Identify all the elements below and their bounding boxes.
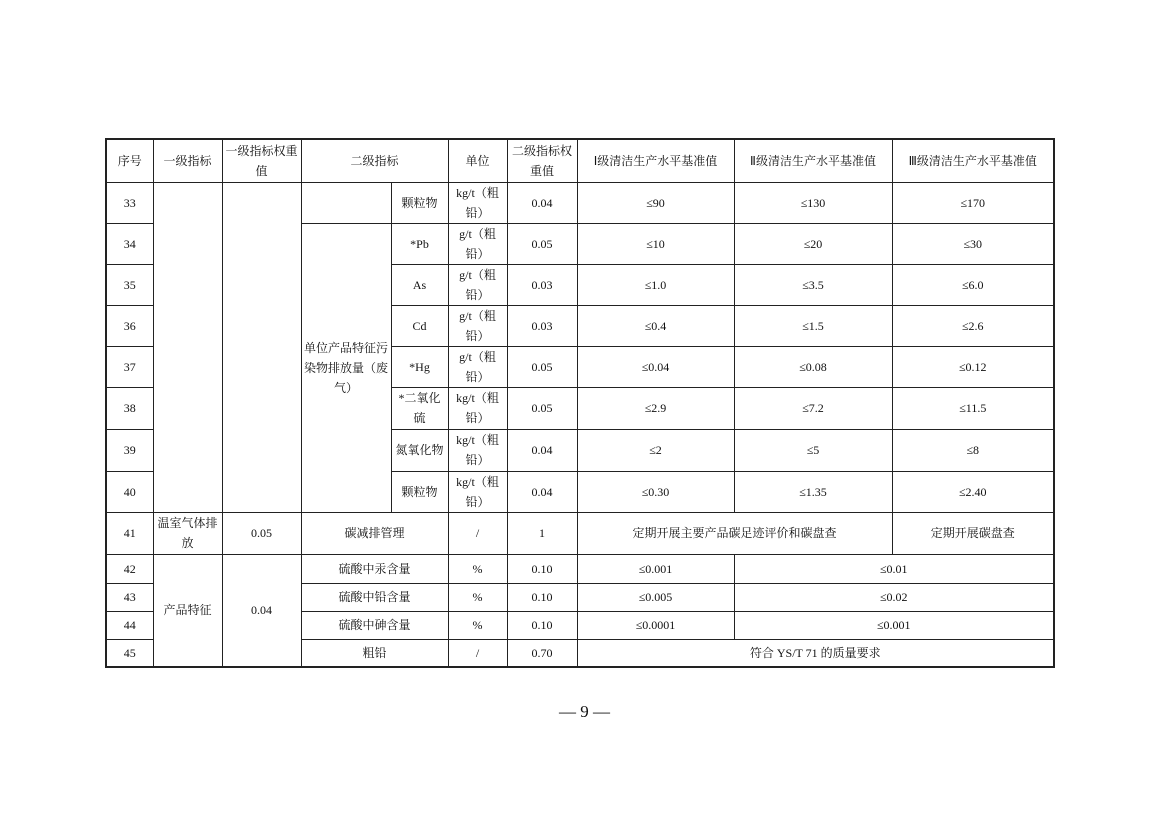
unit-cell: kg/t（粗铅）: [448, 471, 507, 512]
grade1-cell: ≤0.005: [577, 583, 734, 611]
grade2-cell: ≤3.5: [734, 264, 892, 305]
level2-weight-cell: 0.04: [507, 429, 577, 471]
grade2-cell: ≤5: [734, 429, 892, 471]
seq-cell: 38: [106, 387, 153, 429]
unit-cell: g/t（粗铅）: [448, 346, 507, 387]
level2-group-cell: [301, 182, 391, 223]
seq-cell: 39: [106, 429, 153, 471]
seq-cell: 45: [106, 639, 153, 667]
grade3-cell: ≤8: [892, 429, 1054, 471]
level1-weight-cell: 0.05: [222, 512, 301, 554]
grade1-cell: ≤0.001: [577, 554, 734, 583]
unit-cell: %: [448, 583, 507, 611]
level2-item-cell: 氮氧化物: [391, 429, 448, 471]
header-level2-weight: 二级指标权重值: [507, 139, 577, 182]
grade3-cell: 定期开展碳盘查: [892, 512, 1054, 554]
grade3-cell: ≤11.5: [892, 387, 1054, 429]
level2-item-cell: As: [391, 264, 448, 305]
header-seq: 序号: [106, 139, 153, 182]
level1-cell: [153, 182, 222, 512]
grade-cell: 符合 YS/T 71 的质量要求: [577, 639, 1054, 667]
grade3-cell: ≤2.6: [892, 305, 1054, 346]
level1-weight-cell: [222, 182, 301, 512]
seq-cell: 40: [106, 471, 153, 512]
level1-weight-cell: 0.04: [222, 554, 301, 667]
level2-item-cell: *Pb: [391, 223, 448, 264]
unit-cell: kg/t（粗铅）: [448, 429, 507, 471]
level2-item-cell: 颗粒物: [391, 182, 448, 223]
grade2-cell: ≤130: [734, 182, 892, 223]
header-level1-weight: 一级指标权重值: [222, 139, 301, 182]
level2-weight-cell: 0.03: [507, 264, 577, 305]
level2-item-cell: 粗铅: [301, 639, 448, 667]
level2-weight-cell: 0.03: [507, 305, 577, 346]
header-grade2: Ⅱ级清洁生产水平基准值: [734, 139, 892, 182]
grade1-cell: ≤2: [577, 429, 734, 471]
unit-cell: g/t（粗铅）: [448, 264, 507, 305]
grade2-cell: ≤0.08: [734, 346, 892, 387]
unit-cell: %: [448, 611, 507, 639]
grade1-cell: ≤10: [577, 223, 734, 264]
header-level2: 二级指标: [301, 139, 448, 182]
level2-weight-cell: 0.05: [507, 346, 577, 387]
level2-item-cell: 碳减排管理: [301, 512, 448, 554]
level2-weight-cell: 0.10: [507, 583, 577, 611]
unit-cell: g/t（粗铅）: [448, 305, 507, 346]
grade2-cell: ≤7.2: [734, 387, 892, 429]
level2-item-cell: 硫酸中铅含量: [301, 583, 448, 611]
grade-cell: ≤0.02: [734, 583, 1054, 611]
level2-item-cell: Cd: [391, 305, 448, 346]
header-grade1: Ⅰ级清洁生产水平基准值: [577, 139, 734, 182]
grade1-cell: ≤0.30: [577, 471, 734, 512]
seq-cell: 36: [106, 305, 153, 346]
level2-weight-cell: 1: [507, 512, 577, 554]
seq-cell: 44: [106, 611, 153, 639]
grade-cell: 定期开展主要产品碳足迹评价和碳盘查: [577, 512, 892, 554]
indicator-table: [105, 138, 1055, 668]
header-unit: 单位: [448, 139, 507, 182]
seq-cell: 35: [106, 264, 153, 305]
seq-cell: 34: [106, 223, 153, 264]
unit-cell: kg/t（粗铅）: [448, 387, 507, 429]
grade3-cell: ≤0.12: [892, 346, 1054, 387]
level2-item-cell: *Hg: [391, 346, 448, 387]
grade3-cell: ≤170: [892, 182, 1054, 223]
seq-cell: 43: [106, 583, 153, 611]
level2-weight-cell: 0.10: [507, 554, 577, 583]
unit-cell: %: [448, 554, 507, 583]
grade1-cell: ≤2.9: [577, 387, 734, 429]
level2-item-cell: 硫酸中砷含量: [301, 611, 448, 639]
grade1-cell: ≤90: [577, 182, 734, 223]
level2-item-cell: 硫酸中汞含量: [301, 554, 448, 583]
level2-weight-cell: 0.04: [507, 471, 577, 512]
header-grade3: Ⅲ级清洁生产水平基准值: [892, 139, 1054, 182]
seq-cell: 37: [106, 346, 153, 387]
level2-group-cell: 单位产品特征污染物排放量（废气）: [301, 223, 391, 512]
page-number: — 9 —: [559, 702, 610, 721]
level2-weight-cell: 0.10: [507, 611, 577, 639]
level2-item-cell: 颗粒物: [391, 471, 448, 512]
grade1-cell: ≤0.0001: [577, 611, 734, 639]
grade2-cell: ≤1.5: [734, 305, 892, 346]
table-row: [106, 182, 1054, 223]
level2-weight-cell: 0.05: [507, 387, 577, 429]
level1-cell: 产品特征: [153, 554, 222, 667]
grade2-cell: ≤20: [734, 223, 892, 264]
seq-cell: 42: [106, 554, 153, 583]
level2-weight-cell: 0.05: [507, 223, 577, 264]
grade1-cell: ≤1.0: [577, 264, 734, 305]
level1-cell: 温室气体排放: [153, 512, 222, 554]
header-level1: 一级指标: [153, 139, 222, 182]
grade2-cell: ≤1.35: [734, 471, 892, 512]
table-row: [106, 512, 1054, 554]
grade3-cell: ≤30: [892, 223, 1054, 264]
seq-cell: 33: [106, 182, 153, 223]
unit-cell: g/t（粗铅）: [448, 223, 507, 264]
grade3-cell: ≤6.0: [892, 264, 1054, 305]
header-row: [106, 139, 1054, 182]
grade-cell: ≤0.01: [734, 554, 1054, 583]
unit-cell: /: [448, 639, 507, 667]
level2-weight-cell: 0.70: [507, 639, 577, 667]
table-row: [106, 554, 1054, 583]
unit-cell: kg/t（粗铅）: [448, 182, 507, 223]
grade1-cell: ≤0.4: [577, 305, 734, 346]
grade3-cell: ≤2.40: [892, 471, 1054, 512]
level2-item-cell: *二氧化硫: [391, 387, 448, 429]
level2-weight-cell: 0.04: [507, 182, 577, 223]
grade1-cell: ≤0.04: [577, 346, 734, 387]
unit-cell: /: [448, 512, 507, 554]
seq-cell: 41: [106, 512, 153, 554]
grade-cell: ≤0.001: [734, 611, 1054, 639]
